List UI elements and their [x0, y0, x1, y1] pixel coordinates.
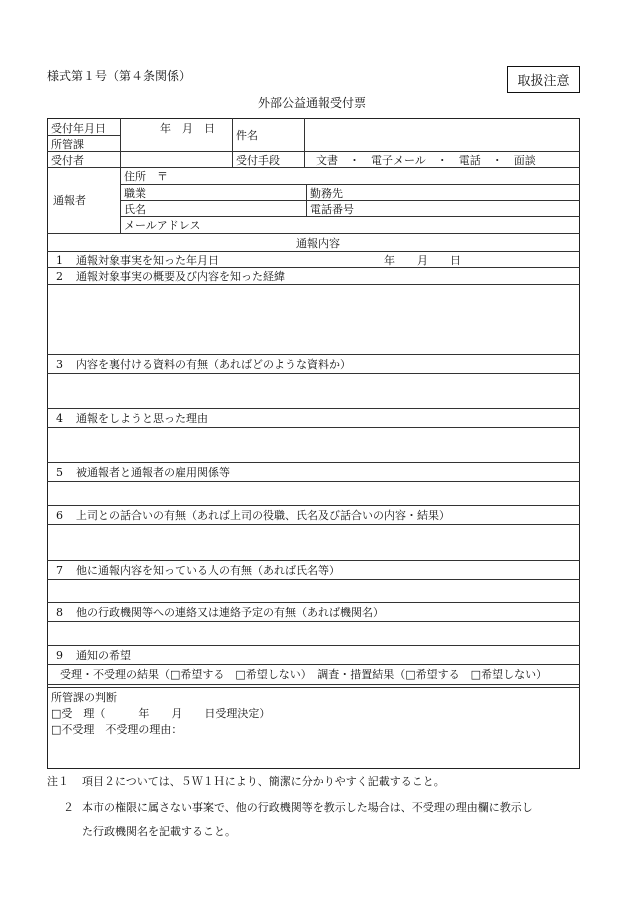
rule [47, 505, 580, 506]
item-4-label: 通報をしようと思った理由 [76, 412, 208, 425]
rule [47, 524, 580, 525]
item-9-label: 通知の希望 [76, 649, 131, 662]
reject-option[interactable]: □不受理 不受理の理由： [51, 723, 183, 736]
name-label: 氏名 [124, 203, 146, 216]
rule [47, 284, 580, 285]
rule [47, 602, 580, 603]
rule [232, 118, 233, 167]
receiver-label: 受付者 [51, 154, 84, 167]
rule [47, 233, 580, 234]
rule [47, 167, 580, 168]
workplace-label: 勤務先 [310, 187, 343, 200]
item-5-label: 被通報者と通報者の雇用関係等 [76, 466, 230, 479]
occupation-label: 職業 [124, 187, 146, 200]
address-label: 住所 〒 [124, 170, 168, 183]
item-8-label: 他の行政機関等への連絡又は連絡予定の有無（あれば機関名） [76, 606, 384, 619]
reporter-label: 通報者 [53, 194, 86, 207]
item-6-number: 6 [56, 509, 63, 522]
rule [120, 118, 121, 167]
item-3-label: 内容を裏付ける資料の有無（あればどのような資料か） [76, 358, 351, 371]
rule [47, 687, 580, 688]
rule [47, 408, 580, 409]
form-title: 外部公益通報受付票 [258, 96, 367, 110]
note-2-text-line2: た行政機関名を記載すること。 [82, 825, 236, 838]
item-6-label: 上司との話合いの有無（あれば上司の役職、氏名及び話合いの内容・結果） [76, 509, 450, 522]
item-1-number: 1 [56, 254, 63, 267]
item-2-label: 通報対象事実の概要及び内容を知った経緯 [76, 270, 285, 283]
rule [47, 621, 580, 622]
item-3-number: 3 [56, 358, 63, 371]
judgment-label: 所管課の判断 [51, 691, 117, 704]
department-label: 所管課 [51, 138, 84, 151]
rule [47, 462, 580, 463]
accept-option[interactable]: □受 理（ 年 月 日受理決定） [51, 707, 271, 720]
reception-date-value[interactable]: 年 月 日 [160, 122, 215, 135]
item-5-number: 5 [56, 466, 63, 479]
rule [120, 200, 580, 201]
rule [47, 373, 580, 374]
item-7-label: 他に通報内容を知っている人の有無（あれば氏名等） [76, 564, 340, 577]
rule [47, 481, 580, 482]
rule [47, 135, 120, 136]
item-8-number: 8 [56, 606, 63, 619]
item-4-number: 4 [56, 412, 63, 425]
rule [47, 267, 580, 268]
reception-date-label: 受付年月日 [51, 122, 106, 135]
rule [47, 251, 580, 252]
note-2-text-line1: 本市の権限に属さない事案で、他の行政機関等を教示した場合は、不受理の理由欄に教示し [82, 801, 533, 814]
item-7-number: 7 [56, 564, 63, 577]
item-1-date[interactable]: 年 月 日 [384, 254, 461, 267]
note-1-text: 項目２については、５Ｗ１Ｈにより、簡潔に分かりやすく記載すること。 [82, 775, 445, 788]
method-options[interactable]: 文書 ・ 電子メール ・ 電話 ・ 面談 [316, 154, 536, 167]
rule [120, 184, 580, 185]
phone-label: 電話番号 [310, 203, 354, 216]
handle-with-care-stamp: 取扱注意 [507, 66, 580, 93]
rule [47, 664, 580, 665]
content-heading: 通報内容 [296, 237, 340, 250]
rule [47, 560, 580, 561]
item-2-number: 2 [56, 270, 63, 283]
rule [47, 684, 580, 685]
rule [47, 579, 580, 580]
notification-preference[interactable]: 受理・不受理の結果（□希望する □希望しない） 調査・措置結果（□希望する □希望しない） [60, 668, 548, 681]
rule [304, 118, 305, 167]
rule [120, 216, 580, 217]
note-1-prefix: 注１ [47, 775, 69, 788]
rule [47, 645, 580, 646]
rule [47, 427, 580, 428]
item-1-label: 通報対象事実を知った年月日 [76, 254, 219, 267]
rule [47, 151, 580, 152]
note-2-prefix: ２ [63, 801, 74, 814]
email-label: メールアドレス [124, 219, 201, 232]
item-9-number: 9 [56, 649, 63, 662]
method-label: 受付手段 [236, 154, 280, 167]
subject-label: 件名 [236, 129, 258, 142]
rule [47, 354, 580, 355]
form-number: 様式第１号（第４条関係） [47, 69, 192, 83]
